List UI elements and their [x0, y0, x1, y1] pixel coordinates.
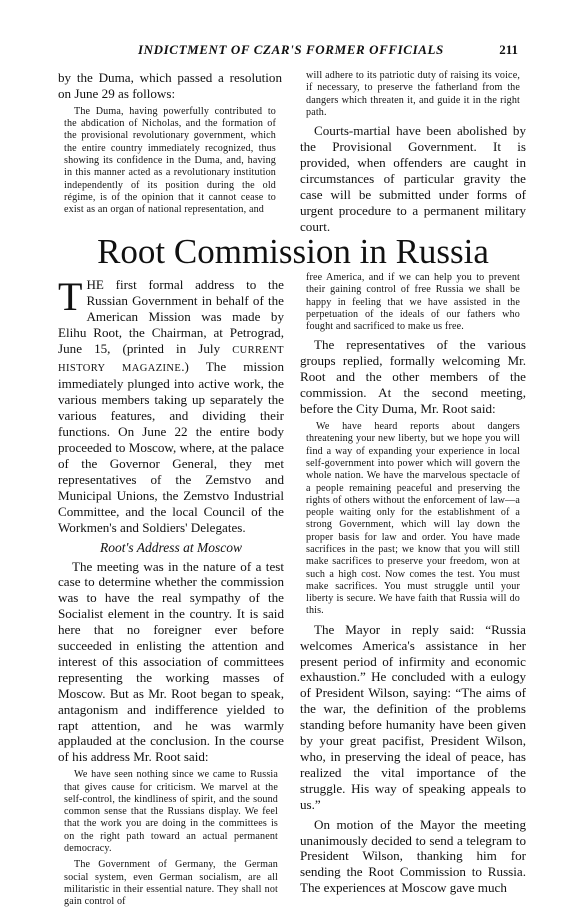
paragraph: by the Duma, which passed a resolution on June 29 as follows:: [58, 70, 282, 101]
paragraph: The Mayor in reply said: “Russia welcomes America's assistance in her present period of infirmity and economic exhaustion.” He concluded with a eulogy of President Wilson, saying: “The aims of the war, the definition of the problems standing before humanity have been given by your great pacifist, President Wilson, who, in preserving the ideal of peace, has realized the vital importance of the struggle. His way of speaking appeals to us.”: [300, 621, 526, 812]
section-subheading: Root's Address at Moscow: [99, 539, 242, 555]
paragraph: The meeting was in the nature of a test case to determine whether the commission was to have the real sympathy of the Socialist element in the country. It is said here that no foreigner ever before succeeded in enlisting the attention and interest of this association of committees representing the working masses of Moscow. But as Mr. Root began to speak, antagonism and indifference yielded to rapt attention, and he was warmly applauded at the conclusion. In the course of his address Mr. Root said:: [58, 558, 284, 765]
article-title: Root Commission in Russia: [97, 232, 489, 271]
right-column: [300, 272, 526, 896]
block-quote: We have heard reports about dangers threatening your new liberty, but we hope you will find a way of expanding your experience in local self-government into power which will govern the whole nation. We have the marvelous spectacle of a people remaining peaceful and preserving the rights of others without the enforcement of law—a people waiting only for the establishment of a strong Government, which will lay down the proper basis for law and order. You have made sacrifices in the past; we know that you will still make sacrifices to preserve your freedom, won at such a high cost. Now comes the test. You must make sacrifices. You must struggle until your liberty is secure. We have faith that Russia will do this.: [306, 421, 520, 617]
block-quote: The Government of Germany, the German social system, even German socialism, are all militaristic in their essential nature. They shall not gain control of: [64, 859, 278, 908]
block-quote: The Duma, having powerfully contributed to the abdication of Nicholas, and the formation of the provisional revolutionary government, which the entire country immediately recognized, thus showing its confidence in the Duma, and, having in this manner acted as a revolutionary institution independently of its position during the old régime, is of the opinion that it cannot cease to exist as an organ of national representation, and: [64, 105, 276, 216]
top-left-column: [58, 70, 282, 228]
paragraph: Courts-martial have been abolished by the Provisional Government. It is provided, when offenders are caught in circumstances of particular gravity the case will be submitted under forms of urgent procedure to a permanent military court.: [300, 123, 526, 234]
drop-cap: T: [58, 274, 83, 319]
block-quote: will adhere to its patriotic duty of raising its voice, if necessary, to preserve the fatherland from the dangers which threaten it, and guide it in the right path.: [306, 70, 520, 118]
opening-paragraph: THE first formal address to the Russian Government in behalf of the American Mission was made by Elihu Root, the Chairman, at Petrograd, June 15, (printed in July CURRENT HISTORY MAGAZINE.) The mission immediately plunged into active work, the various members taking up separately the various features, and dividing their functions. On June 22 the entire body proceeded to Moscow, where, at the palace of the Governor General, they met representatives of the Zemstvo and Municipal Unions, the Zemstvo Industrial Committee, and the local Council of the Workmen's and Soldiers' Delegates.: [58, 274, 285, 535]
paragraph: On motion of the Mayor the meeting unanimously decided to send a telegram to President Wilson, thanking him for sending the Root Commission to Russia. The experiences at Moscow gave much: [300, 816, 526, 896]
block-quote: We have seen nothing since we came to Russia that gives cause for criticism. We marvel at the self-control, the kindliness of spirit, and the sound common sense that the Russians display. We feel that the work you are doing in the committees is on the right path toward an actual permanent democracy.: [64, 769, 278, 855]
page-number: 211: [499, 42, 518, 57]
page-header: [58, 42, 518, 60]
running-head: INDICTMENT OF CZAR'S FORMER OFFICIALS: [138, 42, 444, 57]
top-right-column: [300, 70, 526, 234]
paragraph: The representatives of the various groups replied, formally welcoming Mr. Root and the other members of the commission. At the second meeting, before the City Duma, Mr. Root said:: [300, 337, 526, 417]
block-quote: free America, and if we can help you to prevent their gaining control of free Russia we shall be happy in feeling that we have assisted in the perpetuation of the ideals of our fathers who fought and sacrificed to make us free.: [306, 272, 520, 333]
magazine-name: CURRENT HISTORY MAGAZINE: [58, 344, 284, 374]
left-column: [58, 274, 285, 908]
